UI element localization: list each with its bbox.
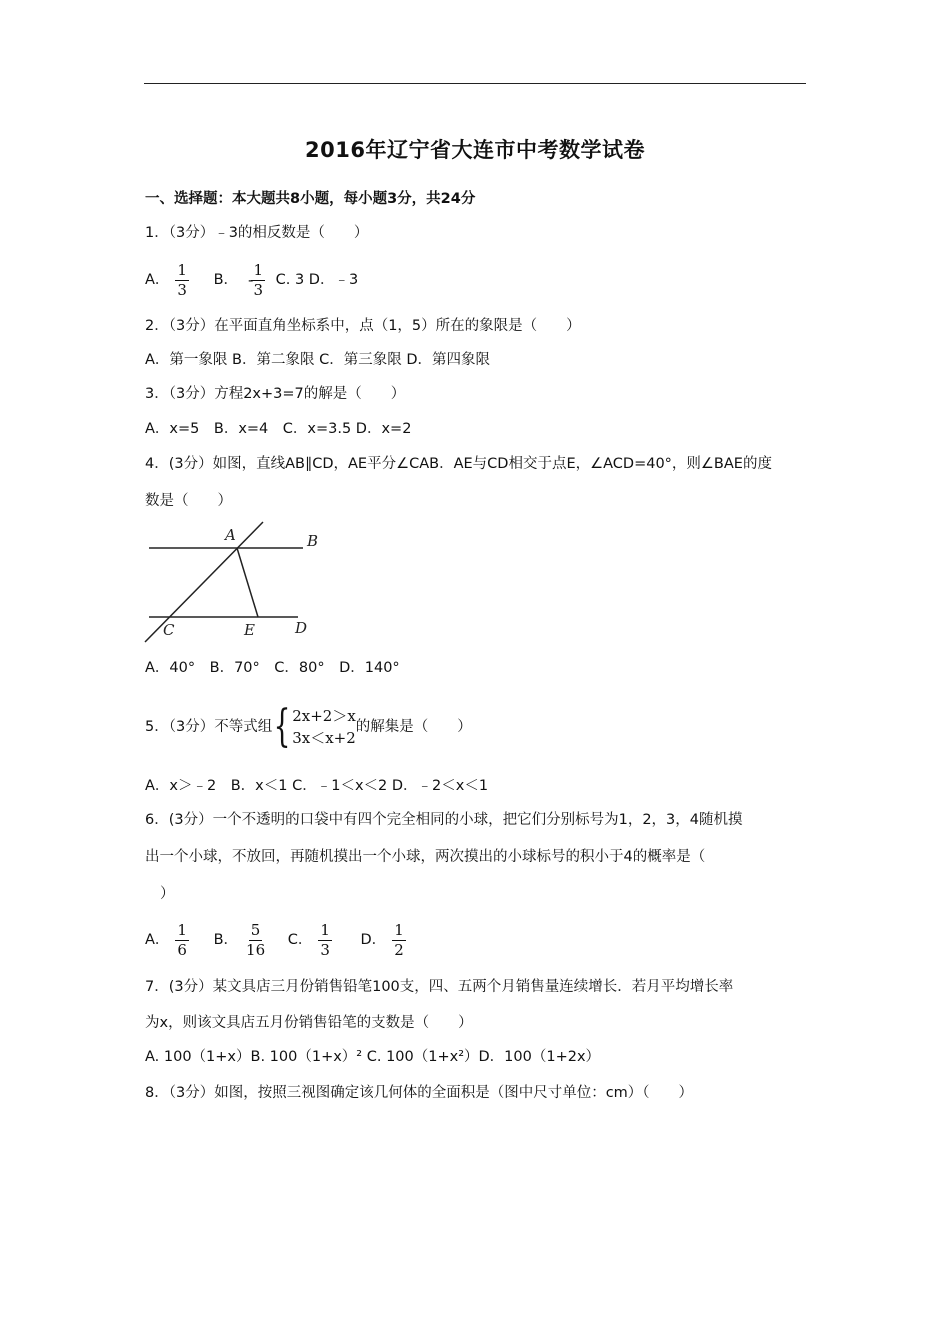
- question-6-stem-line-2: 出一个小球，不放回，再随机摸出一个小球，两次摸出的小球标号的积小于4的概率是（: [145, 849, 706, 865]
- label-c: C: [163, 621, 175, 639]
- question-2-stem: 2．（3分）在平面直角坐标系中，点（1，5）所在的象限是（ ）: [145, 318, 581, 334]
- q6-option-a-fraction: [175, 922, 189, 959]
- question-1-stem: 1．（3分）﹣3的相反数是（ ）: [145, 225, 369, 241]
- question-8-stem: 8．（3分）如图，按照三视图确定该几何体的全面积是（图中尺寸单位：cm）（ ）: [145, 1085, 694, 1101]
- q6-option-c-label: C．: [287, 932, 313, 948]
- question-1-options: [145, 260, 358, 300]
- q5-suffix: 的解集是（ ）: [355, 719, 472, 735]
- q6-option-b-fraction: [244, 922, 267, 959]
- question-4-stem-line-1: 4．(3分）如图，直线AB∥CD，AE平分∠CAB．AE与CD相交于点E，∠ACD=40°，则∠BAE的度: [145, 456, 772, 472]
- question-2-options: A．第一象限 B．第二象限 C．第三象限 D．第四象限: [145, 352, 490, 368]
- q1-option-a-label: A．: [145, 272, 170, 288]
- q1-options-c-d: C. 3 D．﹣3: [275, 272, 359, 288]
- q6-d-numerator: 1: [394, 920, 404, 939]
- q6-option-c-fraction: [318, 922, 332, 959]
- label-e: E: [244, 621, 255, 639]
- q1-a-numerator: 1: [177, 260, 187, 279]
- question-7-stem-line-1: 7．(3分）某文具店三月份销售铅笔100支，四、五两个月销售量连续增长．若月平均增长率: [145, 979, 734, 995]
- question-6-options: [145, 919, 412, 961]
- q6-option-b: [214, 919, 274, 961]
- q1-option-b: [214, 260, 271, 300]
- question-5-options: A．x＞﹣2 B．x＜1 C．﹣1＜x＜2 D．﹣2＜x＜1: [145, 778, 489, 794]
- q6-option-d: [361, 919, 412, 961]
- q1-b-minus-sign: -: [248, 271, 254, 289]
- q1-b-numerator: 1: [253, 260, 263, 279]
- q6-option-c: [288, 919, 338, 961]
- question-4-options: A．40° B．70° C．80° D．140°: [145, 660, 400, 676]
- question-7-options: A. 100（1+x）B. 100（1+x）² C. 100（1+x²）D．100（1+2x）: [145, 1049, 601, 1065]
- question-5-stem: [145, 702, 472, 752]
- question-6-stem-line-1: 6．(3分）一个不透明的口袋中有四个完全相同的小球，把它们分别标号为1，2，3，4随机摸: [145, 812, 743, 828]
- line-ae: [237, 548, 258, 617]
- q6-c-denominator: 3: [320, 940, 330, 959]
- label-d: D: [295, 619, 308, 637]
- question-4-stem-line-2: 数是（ ）: [145, 493, 232, 509]
- label-a: A: [225, 526, 236, 544]
- section-heading: 一、选择题：本大题共8小题，每小题3分，共24分: [145, 191, 476, 207]
- q6-option-a: [145, 919, 195, 961]
- page-title: 2016年辽宁省大连市中考数学试卷: [305, 138, 645, 162]
- q5-prefix: 5．（3分）不等式组: [145, 719, 273, 735]
- q6-b-denominator: 16: [246, 940, 266, 959]
- question-7-stem-line-2: 为x，则该文具店五月份销售铅笔的支数是（ ）: [145, 1015, 473, 1031]
- q4-geometry-figure: [143, 518, 333, 644]
- q1-option-b-fraction: [251, 262, 265, 299]
- q6-option-d-fraction: [392, 922, 406, 959]
- q1-option-a: [145, 260, 195, 300]
- q1-option-a-fraction: [175, 262, 189, 299]
- q1-option-b-label: B．: [213, 272, 239, 288]
- question-6-stem-line-3: ）: [160, 886, 175, 902]
- q6-a-numerator: 1: [177, 920, 187, 939]
- q6-option-d-label: D．: [360, 932, 387, 948]
- q5-inequality-system: [272, 701, 356, 752]
- q5-inequality-2: 3x＜x+2: [292, 729, 356, 747]
- q6-option-b-label: B．: [213, 932, 239, 948]
- question-3-options: A．x=5 B．x=4 C．x=3.5 D．x=2: [145, 421, 412, 437]
- q6-b-numerator: 5: [250, 920, 261, 939]
- label-b: B: [307, 532, 319, 550]
- q5-inequality-1: 2x+2＞x: [292, 707, 356, 725]
- q6-a-denominator: 6: [177, 940, 187, 959]
- header-rule: [144, 83, 806, 84]
- question-3-stem: 3．（3分）方程2x+3=7的解是（ ）: [145, 386, 406, 402]
- q1-b-denominator: 3: [253, 280, 263, 299]
- q1-a-denominator: 3: [177, 280, 187, 299]
- q6-c-numerator: 1: [320, 920, 330, 939]
- q6-option-a-label: A．: [145, 932, 170, 948]
- left-brace-icon: {: [273, 701, 291, 752]
- q6-d-denominator: 2: [394, 940, 404, 959]
